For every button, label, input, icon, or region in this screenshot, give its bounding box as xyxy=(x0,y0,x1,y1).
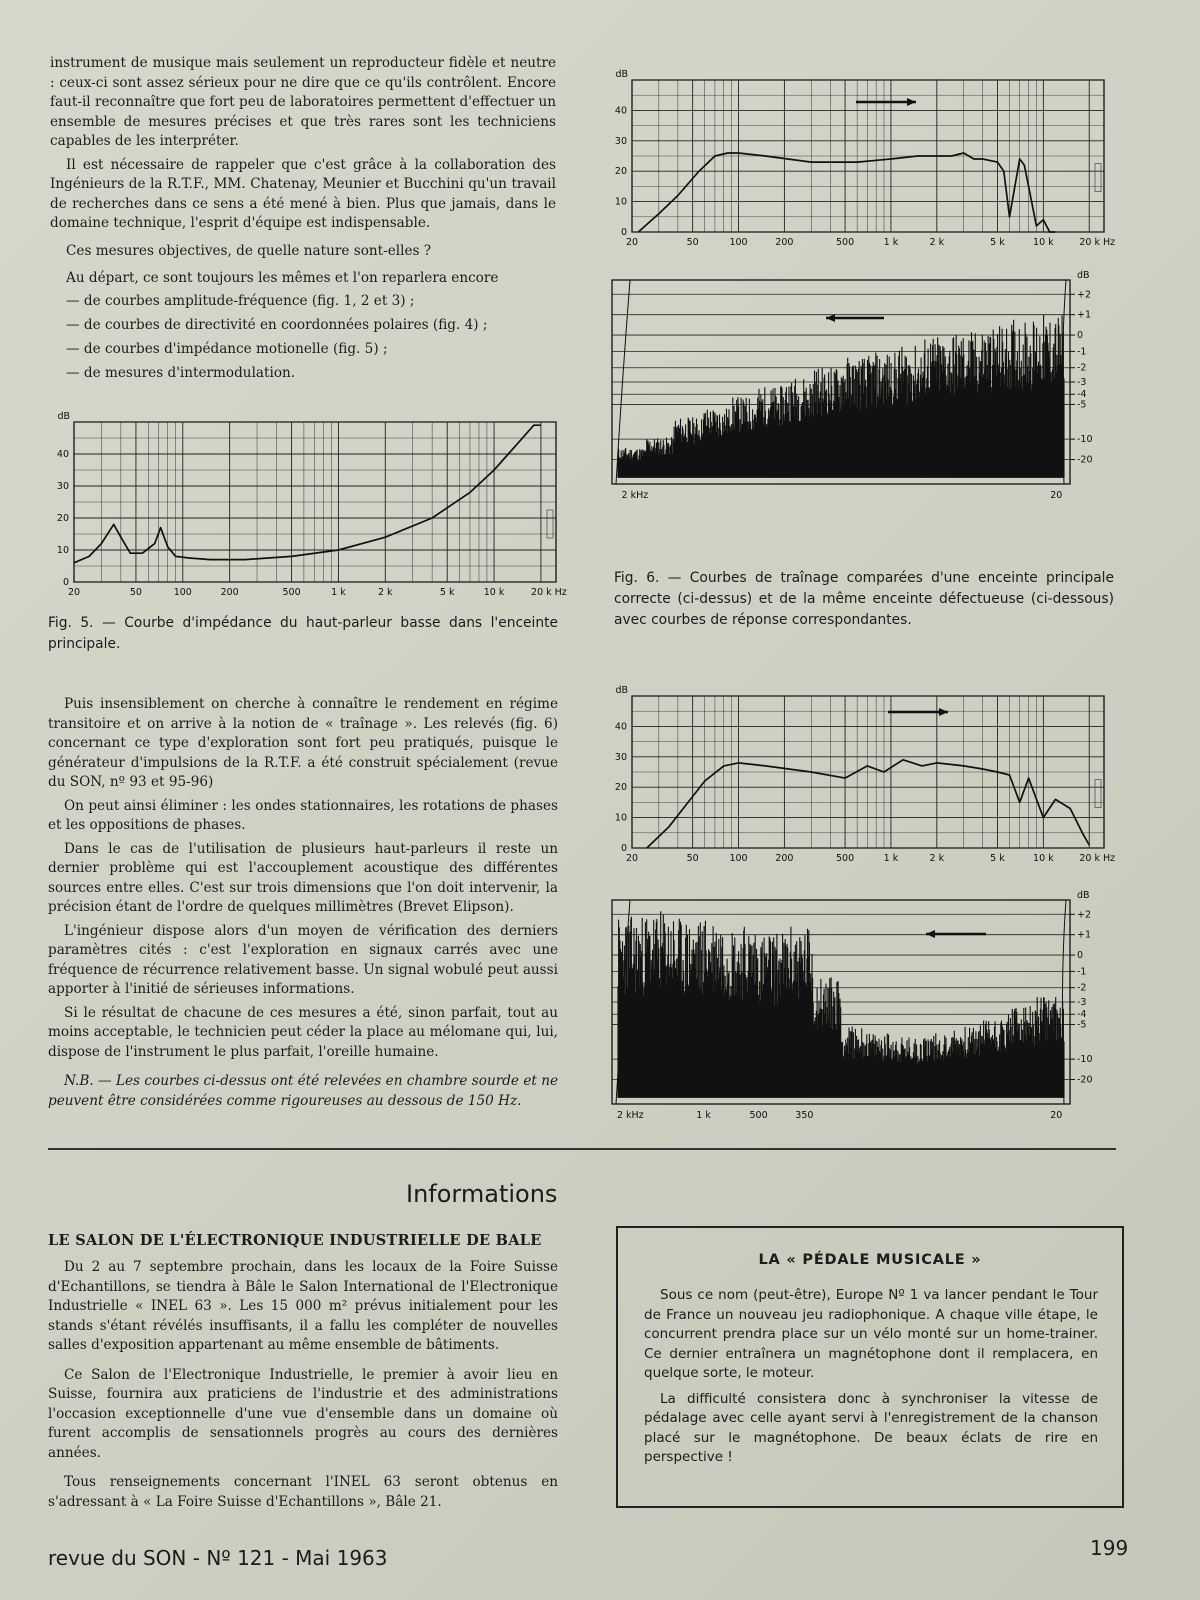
level-tick-label: -3 xyxy=(1077,377,1087,388)
x-tick-label: 5 k xyxy=(439,587,455,598)
paragraph-ingenieur: L'ingénieur dispose alors d'un moyen de vérification des derniers paramètres cités : c'est l'exploration en signaux carrés avec une fréquence de récurrence relativement basse. Un signal wobulé peut aussi apporter à l'initié de sérieuses informations. xyxy=(48,922,558,997)
trainage-signal xyxy=(618,315,1064,478)
salon-article xyxy=(48,1258,558,1512)
paragraph-depart: Au départ, ce sont toujours les mêmes et l'on reparlera encore xyxy=(66,270,499,286)
fig5-impedance-chart xyxy=(46,411,567,604)
informations-heading: Informations xyxy=(406,1180,558,1208)
level-tick-label: -20 xyxy=(1077,454,1093,466)
x-tick-label: 20 xyxy=(625,237,639,248)
level-tick-label: -2 xyxy=(1077,362,1087,374)
x-tick-label: 200 xyxy=(220,587,239,598)
level-tick-label: -4 xyxy=(1077,389,1087,401)
paragraph-on-peut: On peut ainsi éliminer : les ondes stationnaires, les rotations de phases et les oppositions de phases. xyxy=(48,797,558,833)
x-tick-label: 100 xyxy=(729,237,748,248)
x-tick-label: 200 xyxy=(775,853,794,864)
left-column-middle xyxy=(48,695,558,1111)
level-tick-label: -3 xyxy=(1077,997,1087,1008)
salon-title: LE SALON DE L'ÉLECTRONIQUE INDUSTRIELLE DE BALE xyxy=(48,1232,542,1249)
x-tick-label: 2 k xyxy=(929,237,945,248)
y-tick-label: 30 xyxy=(56,481,69,492)
trainage-signal xyxy=(618,911,1064,1098)
x-tick-label: 20 xyxy=(625,853,639,864)
x-tick-label: 20 k Hz xyxy=(1079,237,1116,248)
fig6a-trainage-chart xyxy=(604,270,1114,516)
paragraph-intro: instrument de musique mais seulement un reproducteur fidèle et neutre : ceux-ci sont assez sérieux pour ne dire que ce qu'ils contrôlent. Encore faut-il reconnaître que fort peu de laboratoires permettent d'effectuer un ensemble de mesures précises et que très rares sont les techniciens capables de les interpréter. xyxy=(50,55,556,149)
y-axis-label: dB xyxy=(1077,270,1090,281)
x-tick-label: 5 k xyxy=(990,853,1005,864)
y-tick-label: 40 xyxy=(614,721,627,733)
section-divider xyxy=(48,1148,1116,1150)
direction-arrow-head xyxy=(907,98,916,106)
salon-paragraph-2: Ce Salon de l'Electronique Industrielle, le premier à avoir lieu en Suisse, fournira aux praticiens de l'industrie et des administrations l'occasion exceptionnelle d'une vue d'ensemble dans un domaine où furent accomplis de sensationnels progrès au cours des dernières années. xyxy=(48,1366,558,1461)
y-axis-label: dB xyxy=(615,685,628,696)
y-tick-label: 10 xyxy=(614,812,627,824)
y-tick-label: 40 xyxy=(56,449,69,460)
footer: revue du SON - Nº 121 - Mai 1963 xyxy=(48,1546,388,1570)
x-tick-label: 1 k xyxy=(331,587,346,598)
x-tick-label: 500 xyxy=(749,1110,768,1121)
x-tick-label: 20 k Hz xyxy=(531,587,567,598)
chart-stamp xyxy=(1095,780,1101,808)
fig6-caption-block xyxy=(614,568,1114,631)
response-curve xyxy=(74,425,541,563)
page-number: 199 xyxy=(1090,1536,1129,1560)
y-tick-label: 40 xyxy=(614,105,627,117)
x-tick-label: 20 xyxy=(1050,490,1063,501)
list-item: — de courbes amplitude-fréquence (fig. 1, 2 et 3) ; xyxy=(66,292,415,309)
x-tick-label: 10 k xyxy=(1033,853,1054,864)
level-tick-label: 0 xyxy=(1077,950,1084,962)
x-tick-label: 200 xyxy=(775,237,794,248)
y-tick-label: 0 xyxy=(620,843,627,854)
x-tick-label: 5 k xyxy=(990,237,1005,248)
paragraph-dans-le-cas: Dans le cas de l'utilisation de plusieurs haut-parleurs il reste un dernier problème qui est l'accouplement acoustique des différentes sources entre elles. C'est sur trois dimensions que l'on doit intervenir, la précision étant de l'ordre de quelques millimètres (Brevet Elipson). xyxy=(48,840,558,915)
salon-paragraph-1: Du 2 au 7 septembre prochain, dans les locaux de la Foire Suisse d'Echantillons, se tiendra à Bâle le Salon International de l'Electronique Industrielle « INEL 63 ». Les 15 000 m² prévus initialement pour les stands s'étant révélés insuffisants, il a fallu les compléter de nouvelles salles d'exposition appartenant au même ensemble de bâtiments. xyxy=(48,1259,558,1353)
level-tick-label: -10 xyxy=(1077,1054,1093,1066)
fig6b-trainage-chart xyxy=(604,890,1114,1136)
x-tick-label: 500 xyxy=(282,587,301,598)
response-curve xyxy=(638,153,1055,232)
x-tick-label: 2 k xyxy=(929,853,945,864)
x-tick-label: 20 xyxy=(1050,1110,1063,1121)
x-tick-label: 1 k xyxy=(883,853,899,864)
y-tick-label: 0 xyxy=(620,227,627,238)
pedale-title: LA « PÉDALE MUSICALE » xyxy=(758,1252,982,1268)
level-tick-label: +1 xyxy=(1077,309,1092,321)
response-curve xyxy=(647,760,1089,848)
salon-paragraph-3: Tous renseignements concernant l'INEL 63 seront obtenus en s'adressant à « La Foire Suisse d'Echantillons », Bâle 21. xyxy=(48,1474,558,1510)
y-tick-label: 20 xyxy=(614,166,627,178)
direction-arrow-head xyxy=(939,708,948,716)
paragraph-nb: N.B. — Les courbes ci-dessus ont été relevées en chambre sourde et ne peuvent être considérées comme rigoureuses au dessous de 150 Hz. xyxy=(48,1073,558,1109)
level-tick-label: +2 xyxy=(1077,289,1092,301)
level-tick-label: -5 xyxy=(1077,1019,1087,1031)
pedale-paragraph-2: La difficulté consistera donc à synchroniser la vitesse de pédalage avec celle ayant servi à l'enregistrement de la chanson placé sur le magnétophone. De beaux éclats de rire en perspective ! xyxy=(644,1390,1098,1465)
x-tick-label: 20 xyxy=(67,587,81,598)
list-item: — de mesures d'intermodulation. xyxy=(66,364,296,381)
x-tick-label: 2 k xyxy=(377,587,393,598)
fig6-caption: Fig. 6. — Courbes de traînage comparées d'une enceinte principale correcte (ci-dessus) et de la même enceinte défectueuse (ci-dessous) avec courbes de réponse correspondantes. xyxy=(614,570,1114,628)
x-tick-label: 100 xyxy=(729,853,748,864)
fig6a-response-chart xyxy=(598,69,1118,254)
level-tick-label: -10 xyxy=(1077,434,1093,446)
y-tick-label: 20 xyxy=(56,513,69,524)
x-tick-label: 20 k Hz xyxy=(1079,853,1116,864)
fig5-caption-block xyxy=(48,613,558,655)
level-tick-label: -1 xyxy=(1077,346,1087,358)
level-tick-label: +2 xyxy=(1077,909,1092,921)
pedale-paragraph-1: Sous ce nom (peut-être), Europe Nº 1 va lancer pendant le Tour de France un nouveau jeu radiophonique. A chaque ville étape, le concurrent prendra place sur un vélo monté sur un home-trainer. Ce dernier entraînera un magnétophone dont il remplacera, en quelque sorte, le moteur. xyxy=(644,1287,1098,1381)
x-tick-label: 2 kHz xyxy=(616,1110,644,1121)
level-tick-label: +1 xyxy=(1077,929,1092,941)
paragraph-resultat: Si le résultat de chacune de ces mesures a été, sinon parfait, tout au moins acceptable, le technicien peut céder la place au mélomane qui, lui, dispose de l'instrument le plus parfait, l'oreille humaine. xyxy=(48,1004,558,1060)
x-tick-label: 100 xyxy=(173,587,192,598)
level-tick-label: -20 xyxy=(1077,1074,1093,1086)
y-tick-label: 20 xyxy=(614,782,627,794)
paragraph-collaboration: Il est nécessaire de rappeler que c'est grâce à la collaboration des Ingénieurs de la R.T.F., MM. Chatenay, Meunier et Bucchini qu'un travail de recherches dans ce sens a été mené à bien. Plus que jamais, dans le domaine technique, l'esprit d'équipe est indispensable. xyxy=(50,156,556,231)
y-tick-label: 0 xyxy=(62,577,69,588)
x-tick-label: 50 xyxy=(686,853,699,864)
x-tick-label: 50 xyxy=(686,237,699,248)
x-tick-label: 10 k xyxy=(483,587,505,598)
pedale-box xyxy=(616,1226,1124,1508)
measure-list xyxy=(50,289,556,385)
x-tick-label: 10 k xyxy=(1033,237,1054,248)
y-tick-label: 10 xyxy=(614,196,627,208)
direction-arrow-head xyxy=(826,314,835,322)
chart-stamp xyxy=(1095,164,1101,192)
x-tick-label: 1 k xyxy=(696,1110,711,1121)
fig6b-response-chart xyxy=(598,685,1118,873)
y-tick-label: 30 xyxy=(614,135,627,147)
chart-stamp xyxy=(547,510,553,538)
left-column-top xyxy=(50,54,556,385)
level-tick-label: -1 xyxy=(1077,966,1087,978)
direction-arrow-head xyxy=(926,930,935,938)
y-tick-label: 30 xyxy=(614,751,627,763)
y-axis-label: dB xyxy=(57,411,70,422)
level-tick-label: 0 xyxy=(1077,330,1084,342)
level-tick-label: -2 xyxy=(1077,982,1087,994)
y-tick-label: 10 xyxy=(56,545,69,556)
y-axis-label: dB xyxy=(615,69,628,80)
paragraph-question: Ces mesures objectives, de quelle nature sont-elles ? xyxy=(66,242,432,259)
x-tick-label: 350 xyxy=(795,1110,814,1121)
x-tick-label: 500 xyxy=(835,853,855,864)
paragraph-puis: Puis insensiblement on cherche à connaître le rendement en régime transitoire et on arrive à la notion de « traînage ». Les relevés (fig. 6) concernant ce type d'exploration sont fort peu pratiqués, puisque le générateur d'impulsions de la R.T.F. a été construit spécialement (revue du SON, nº 93 et 95-96) xyxy=(48,696,558,790)
x-tick-label: 1 k xyxy=(883,237,899,248)
y-axis-label: dB xyxy=(1077,890,1090,901)
x-tick-label: 50 xyxy=(129,587,142,598)
list-item: — de courbes d'impédance motionelle (fig. 5) ; xyxy=(66,340,388,357)
level-tick-label: -5 xyxy=(1077,399,1087,411)
list-item: — de courbes de directivité en coordonnées polaires (fig. 4) ; xyxy=(66,316,488,333)
fig5-caption: Fig. 5. — Courbe d'impédance du haut-parleur basse dans l'enceinte principale. xyxy=(48,615,558,652)
x-tick-label: 2 kHz xyxy=(621,490,649,501)
level-tick-label: -4 xyxy=(1077,1009,1087,1021)
x-tick-label: 500 xyxy=(835,237,855,248)
